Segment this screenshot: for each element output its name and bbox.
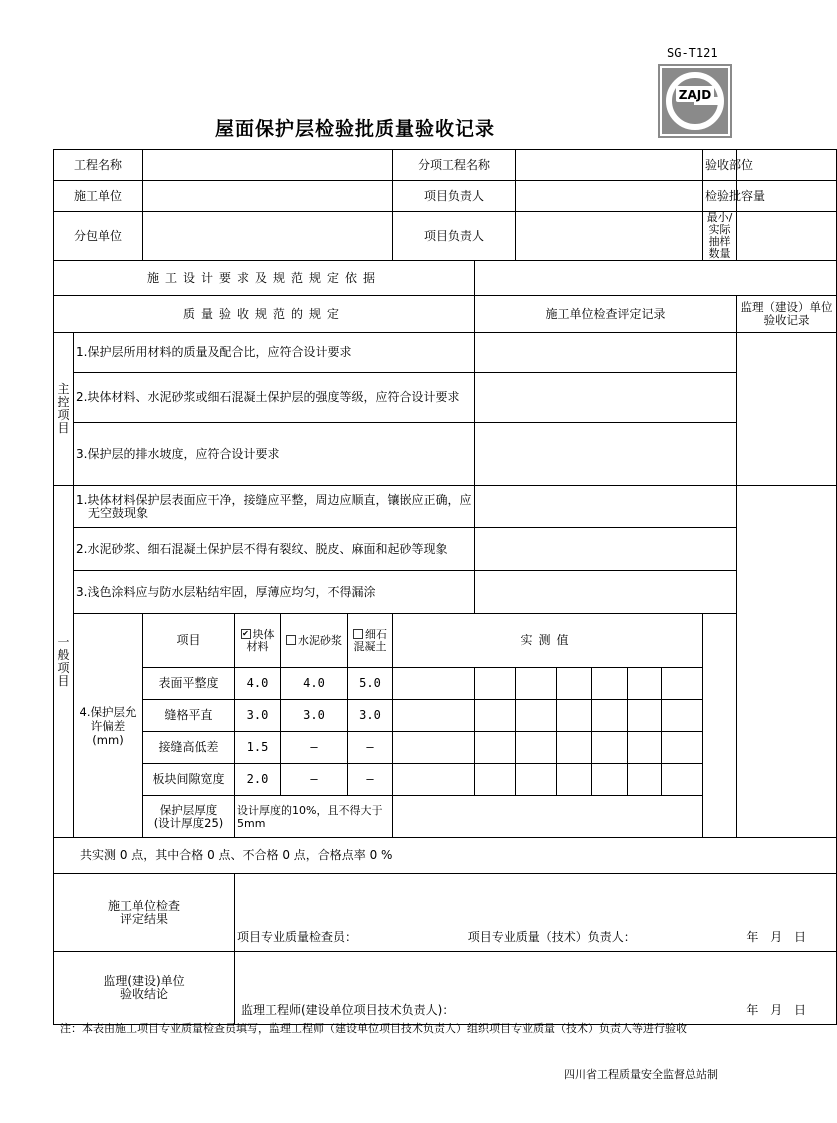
measured-cell[interactable] [662,732,703,764]
supervision-record-header: 监理（建设）单位 验收记录 [737,296,837,333]
basis-value[interactable] [475,261,837,296]
project-leader2-label: 项目负责人 [393,212,516,261]
project-name-label: 工程名称 [54,150,143,181]
measured-cell[interactable] [557,732,592,764]
project-name-value[interactable] [143,150,393,181]
construction-unit-label: 施工单位 [54,181,143,212]
measured-cell[interactable] [516,700,557,732]
measured-cell[interactable] [516,732,557,764]
measured-cell[interactable] [557,668,592,700]
logo-text: ZAJD [678,88,712,102]
construction-record-header: 施工单位检查评定记录 [475,296,737,333]
supervision-date: 年 月 日 [746,1003,807,1017]
block-checkbox[interactable]: ✔ [242,628,249,638]
batch-capacity-label: 检验批容量 [703,181,737,212]
general-item-1: 1.块体材料保护层表面应干净，接缝应平整，周边应顺直，镶嵌应正确，应无空鼓现象 [74,486,475,528]
measured-cell[interactable] [628,764,662,796]
block-material-header: 块体材料 [246,627,275,653]
issuing-organization: 四川省工程质量安全监督总站制 [564,1068,718,1081]
measured-cell[interactable] [628,668,662,700]
general-supervision[interactable] [737,486,837,838]
measured-cell[interactable] [516,668,557,700]
construction-result-label: 施工单位检查 评定结果 [54,874,235,952]
sub-project-value[interactable] [516,150,703,181]
tolerance-row-name: 接缝高低差 [143,732,235,764]
measured-cell[interactable] [557,764,592,796]
thickness-requirement: 设计厚度的10%，且不得大于5mm [235,796,393,838]
tolerance-block-value: 3.0 [235,700,281,732]
acceptance-part-label: 验收部位 [703,150,737,181]
main-control-supervision[interactable] [737,333,837,486]
cement-checkbox[interactable] [286,635,296,645]
thickness-measured[interactable] [393,796,703,838]
general-item-2: 2.水泥砂浆、细石混凝土保护层不得有裂纹、脱皮、麻面和起砂等现象 [74,528,475,571]
tolerance-label: 4.保护层允许偏差(mm) [74,614,143,838]
tolerance-row-name: 板块间隙宽度 [143,764,235,796]
measured-cell[interactable] [393,764,475,796]
cement-mortar-header: 水泥砂浆 [298,633,342,647]
tolerance-concrete-value: — [348,764,393,796]
measured-cell[interactable] [628,732,662,764]
measured-cell[interactable] [475,700,516,732]
sub-project-label: 分项工程名称 [393,150,516,181]
footnote: 注：本表由施工项目专业质量检查员填写，监理工程师（建设单位项目技术负责人）组织项目专业质量（技术）负责人等进行验收 [60,1022,687,1035]
tolerance-row-name: 缝格平直 [143,700,235,732]
main-control-record-2[interactable] [475,373,737,423]
tolerance-block-value: 1.5 [235,732,281,764]
tolerance-row-name: 表面平整度 [143,668,235,700]
measured-cell[interactable] [662,668,703,700]
project-leader-value[interactable] [516,181,703,212]
inspection-record-table [53,149,837,1025]
page-title: 屋面保护层检验批质量验收记录 [214,118,495,140]
quality-inspector-label: 项目专业质量检查员： [237,930,358,944]
tolerance-concrete-value: 3.0 [348,700,393,732]
measured-value-header: 实测值 [393,614,703,668]
tolerance-cement-value: — [281,732,348,764]
tolerance-concrete-value: — [348,732,393,764]
construction-unit-value[interactable] [143,181,393,212]
general-record-3[interactable] [475,571,737,614]
tolerance-cement-value: 3.0 [281,700,348,732]
subcontract-unit-value[interactable] [143,212,393,261]
tolerance-item-header: 项目 [143,614,235,668]
measured-cell[interactable] [557,700,592,732]
general-item-3: 3.浅色涂料应与防水层粘结牢固，厚薄应均匀，不得漏涂 [74,571,475,614]
measured-cell[interactable] [592,764,628,796]
general-record-1[interactable] [475,486,737,528]
sample-count-label: 最小/实际 抽样数量 [703,212,737,261]
main-control-record-3[interactable] [475,423,737,486]
tolerance-cement-value: — [281,764,348,796]
form-code: SG-T121 [667,46,718,60]
measured-cell[interactable] [662,700,703,732]
supervision-result-label: 监理(建设)单位 验收结论 [54,952,235,1025]
main-control-item-1: 1.保护层所用材料的质量及配合比，应符合设计要求 [74,333,475,373]
spec-header: 质量验收规范的规定 [54,296,475,333]
measured-cell[interactable] [628,700,662,732]
measured-cell[interactable] [475,764,516,796]
supervision-engineer-label: 监理工程师(建设单位项目技术负责人)： [241,1003,455,1017]
sample-count-value[interactable] [737,212,837,261]
measured-cell[interactable] [592,668,628,700]
summary-line: 共实测 0 点，其中合格 0 点、不合格 0 点，合格点率 0 % [54,838,837,874]
construction-date: 年 月 日 [746,930,807,944]
tolerance-block-value: 2.0 [235,764,281,796]
tolerance-block-value: 4.0 [235,668,281,700]
measured-cell[interactable] [516,764,557,796]
main-control-item-3: 3.保护层的排水坡度，应符合设计要求 [74,423,475,486]
main-control-record-1[interactable] [475,333,737,373]
measured-cell[interactable] [393,668,475,700]
general-label: 一 般 项 目 [54,486,74,838]
tolerance-concrete-value: 5.0 [348,668,393,700]
project-leader-label: 项目负责人 [393,181,516,212]
subcontract-unit-label: 分包单位 [54,212,143,261]
measured-cell[interactable] [592,700,628,732]
general-record-2[interactable] [475,528,737,571]
measured-cell[interactable] [393,732,475,764]
main-control-label: 主 控 项 目 [54,333,74,486]
measured-cell[interactable] [475,668,516,700]
measured-cell[interactable] [393,700,475,732]
basis-label: 施工设计要求及规范规定依据 [54,261,475,296]
concrete-checkbox[interactable] [353,629,363,639]
fine-concrete-header: 细石混凝土 [353,627,387,653]
tolerance-cement-value: 4.0 [281,668,348,700]
measured-cell[interactable] [475,732,516,764]
project-leader2-value[interactable] [516,212,703,261]
measured-cell[interactable] [592,732,628,764]
tech-leader-label: 项目专业质量（技术）负责人： [467,930,636,944]
thickness-name: 保护层厚度 (设计厚度25) [143,796,235,838]
main-control-item-2: 2.块体材料、水泥砂浆或细石混凝土保护层的强度等级，应符合设计要求 [74,373,475,423]
measured-cell[interactable] [662,764,703,796]
